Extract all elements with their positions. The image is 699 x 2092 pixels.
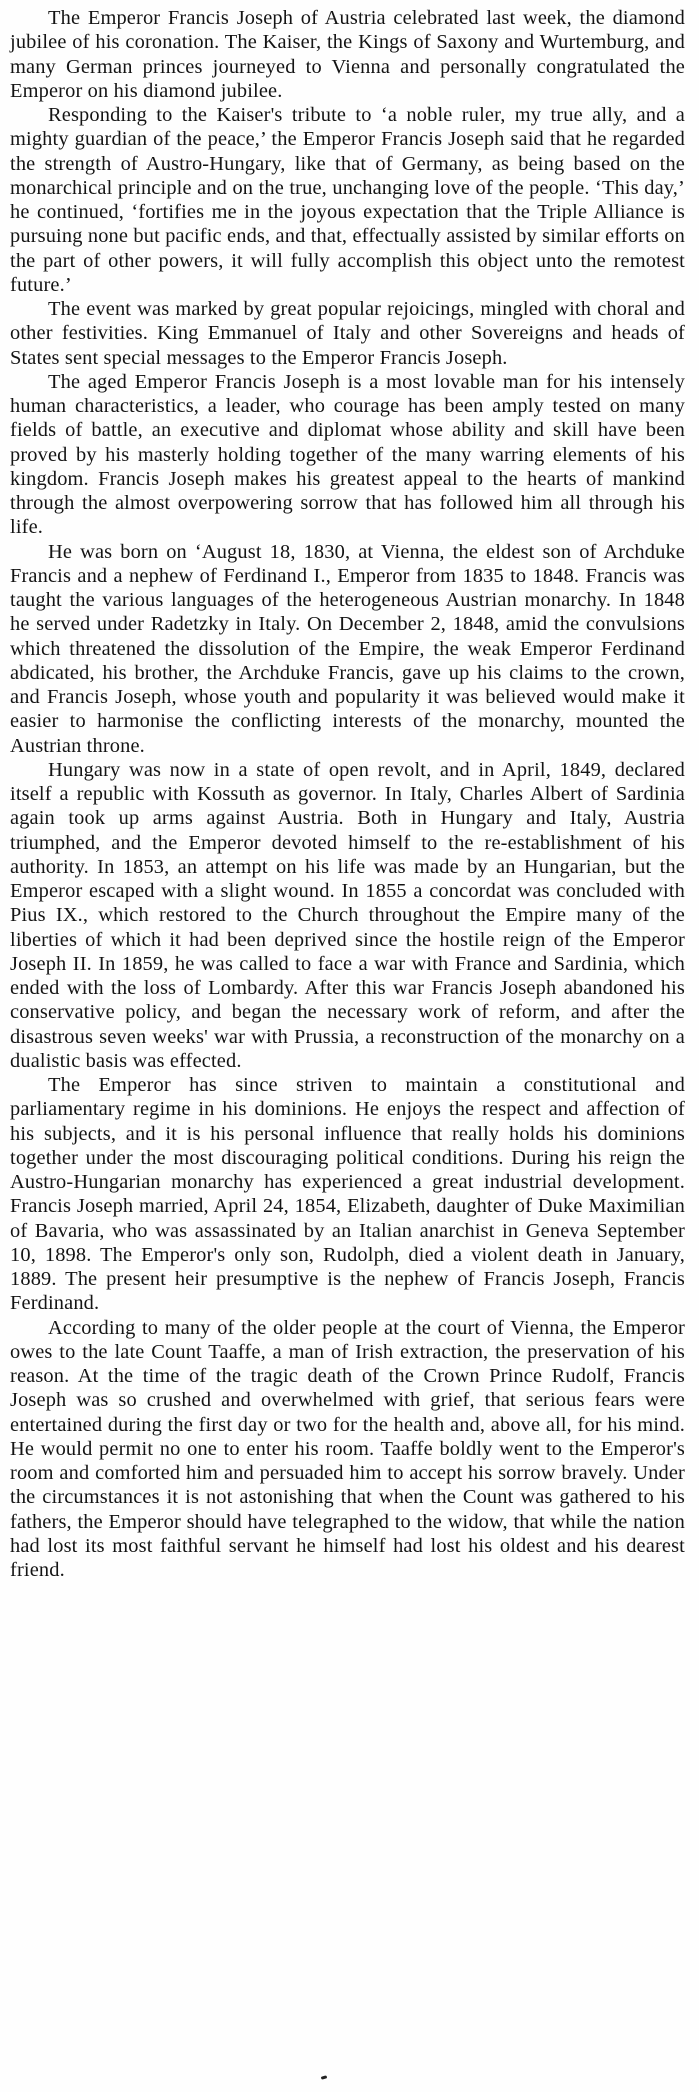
paragraph-early-life: He was born on ‘August 18, 1830, at Vienna, the eldest son of Archduke Francis and a nephew of Ferdinand I., Emperor from 1835 to 1848. Francis was taught the various languages of the heterogeneous Austrian monarchy. In 1848 he served under Radetzky in Italy. On December 2, 1848, amid the convulsions which threatened the dissolution of the Empire, the weak Emperor Ferdinand abdicated, his brother, the Archduke Francis, gave up his claims to the crown, and Francis Joseph, whose youth and popularity it was believed would make it easier to harmonise the conflicting interests of the monarchy, mounted the Austrian throne. (10, 540, 685, 757)
paragraph-count-taaffe: According to many of the older people at the court of Vienna, the Emperor owes to the late Count Taaffe, a man of Irish extraction, the preservation of his reason. At the time of the tragic death of the Crown Prince Rudolf, Francis Joseph was so crushed and overwhelmed with grief, that serious fears were entertained during the first day or two for the health and, above all, for his mind. He would permit no one to enter his room. Taaffe boldly went to the Emperor's room and comforted him and persuaded him to accept his sorrow bravely. Under the circumstances it is not astonishing that when the Count was gathered to his fathers, the Emperor should have telegraphed to the widow, that while the nation had lost its most faithful servant he himself had lost his oldest and his dearest friend. (10, 1316, 685, 1581)
paragraph-kaiser-tribute: Responding to the Kaiser's tribute to ‘a noble ruler, my true ally, and a mighty guardian of the peace,’ the Emperor Francis Joseph said that he regarded the strength of Austro-Hungary, like that of Germany, as being based on the monarchical principle and on the true, unchanging love of the people. ‘This day,’ he continued, ‘fortifies me in the joyous expectation that the Triple Alliance is pursuing none but pacific ends, and that, effectually assisted by similar efforts on the part of other powers, it will fully accomplish this object unto the remotest future.’ (10, 104, 685, 296)
paragraph-constitutional-regime: The Emperor has since striven to maintain a constitutional and parliamentary regime in his dominions. He enjoys the respect and affection of his subjects, and it is his personal influence that really holds his dominions together under the most discouraging political conditions. During his reign the Austro-Hungarian monarchy has experienced a great industrial development. Francis Joseph married, April 24, 1854, Elizabeth, daughter of Duke Maximilian of Bavaria, who was assassinated by an Italian anarchist in Geneva September 10, 1898. The Emperor's only son, Rudolph, died a violent death in January, 1889. The present heir presumptive is the nephew of Francis Joseph, Francis Ferdinand. (10, 1074, 685, 1315)
paragraph-jubilee-celebration: The Emperor Francis Joseph of Austria celebrated last week, the diamond jubilee of his coronation. The Kaiser, the Kings of Saxony and Wurtemburg, and many German princes journeyed to Vienna and personally congratulated the Emperor on his diamond jubilee. (10, 7, 685, 102)
paragraph-popular-rejoicings: The event was marked by great popular rejoicings, mingled with choral and other festivities. King Emmanuel of Italy and other Sovereigns and heads of States sent special messages to the Emperor Francis Joseph. (10, 298, 685, 369)
print-speck (321, 2075, 328, 2079)
paragraph-revolt-and-wars: Hungary was now in a state of open revolt, and in April, 1849, declared itself a republic with Kossuth as governor. In Italy, Charles Albert of Sardinia again took up arms against Austria. Both in Hungary and Italy, Austria triumphed, and the Emperor devoted himself to the re-establishment of his authority. In 1853, an attempt on his life was made by an Hungarian, but the Emperor escaped with a slight wound. In 1855 a concordat was concluded with Pius IX., which restored to the Church throughout the Empire many of the liberties of which it had been deprived since the hostile reign of the Emperor Joseph II. In 1859, he was called to face a war with France and Sardinia, which ended with the loss of Lombardy. After this war Francis Joseph abandoned his conservative policy, and began the necessary work of reform, and after the disastrous seven weeks' war with Prussia, a reconstruction of the monarchy on a dualistic basis was effected. (10, 758, 685, 1072)
paragraph-emperor-character: The aged Emperor Francis Joseph is a most lovable man for his intensely human characteristics, a leader, who courage has been amply tested on many fields of battle, an executive and diplomat whose ability and skill have been proved by his masterly holding together of the many warring elements of his kingdom. Francis Joseph makes his greatest appeal to the hearts of mankind through the almost overpowering sorrow that has followed him all through his life. (10, 370, 685, 539)
